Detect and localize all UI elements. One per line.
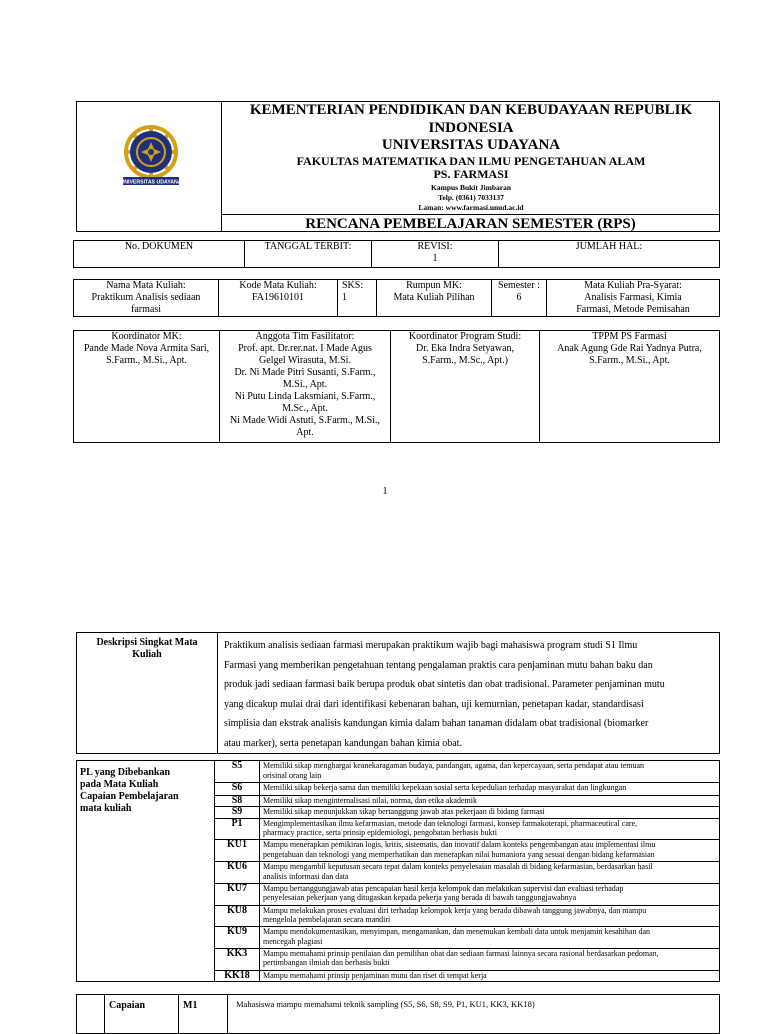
study-program: PS. FARMASI [433, 167, 509, 181]
pl-description-line: Memiliki sikap menghargai keanekaragaman budaya, pandangan, agama, dan kepercayaan, serta pendapat atau temuan [263, 761, 645, 770]
pl-description-line: Mengimplementasikan ilmu kefarmasian, metode dan teknologi farmasi, konsep farmakoterapi, pharmaceutical care, [263, 818, 638, 828]
capaian-label-cell [105, 995, 179, 1034]
pl-code: KU1 [215, 840, 260, 862]
pl-description [260, 796, 720, 807]
rumpun-cell [377, 280, 492, 317]
capaian-text: Mahasiswa mampu memahami teknik sampling (S5, S6, S8, S9, P1, KU1, KK3, KK18) [236, 999, 535, 1009]
anggota-line: M.Si., Apt. [282, 379, 328, 390]
tppm-label: TPPM PS Farmasi [592, 331, 667, 342]
description-text-cell [218, 633, 720, 754]
anggota-line: M.Sc., Apt. [282, 403, 328, 414]
koordinator-label: Koordinator MK: [111, 331, 182, 342]
campus-address: Kampus Bukit Jimbaran [430, 183, 512, 192]
team-table [73, 330, 720, 443]
capaian-text-cell [228, 995, 720, 1034]
prasyarat-value-2: Farmasi, Metode Pemisahan [576, 304, 690, 315]
description-label-cell [77, 633, 218, 754]
pl-code: S6 [215, 782, 260, 795]
description-line: atau marker), serta penetapan kandungan bahan kimia obat. [224, 737, 462, 749]
tanggal-cell [245, 241, 372, 268]
description-label: Deskripsi Singkat Mata [96, 637, 198, 648]
pl-description-line: Mampu mengambil keputusan secara tepat dalam konteks penyelesaian masalah di bidang kefarmasian, berdasarkan hasil [263, 862, 653, 872]
pl-description-line: Memiliki sikap menunjukkan sikap bertanggung jawab atas pekerjaan di bidang farmasi [263, 807, 545, 817]
course-table [73, 279, 720, 317]
document-title: RENCANA PEMBELAJARAN SEMESTER (RPS) [221, 214, 720, 232]
no-dokumen-cell [74, 241, 245, 268]
doc-info-table [73, 240, 720, 268]
pl-label: mata kuliah [80, 803, 132, 814]
pl-label: Capaian Pembelajaran [80, 791, 179, 802]
university-logo [106, 122, 196, 192]
pl-description-line: Mampu memahami prinsip penjaminan mutu dan riset di tempat kerja [263, 970, 487, 980]
pl-code: S9 [215, 807, 260, 818]
capaian-empty-cell [77, 995, 105, 1034]
nama-mk-cell [74, 280, 219, 317]
anggota-line: Ni Putu Linda Laksmiani, S.Farm., [234, 391, 376, 402]
jumlah-cell [499, 241, 720, 268]
sks-cell [338, 280, 377, 317]
semester-value: 6 [516, 292, 522, 303]
pl-description [260, 948, 720, 970]
ministry-line: KEMENTERIAN PENDIDIKAN DAN KEBUDAYAAN REPUBLIK [249, 102, 693, 118]
pl-description-line: Mampu mendokumentasikan, menyimpan, mengamankan, dan menemukan kembali data untuk menjamin kesahihan dan [263, 927, 651, 937]
description-lines [224, 636, 716, 753]
pl-table [76, 760, 720, 982]
rumpun-value: Mata Kuliah Pilihan [393, 292, 475, 303]
phone-number: Telp. (0361) 7033137 [438, 193, 504, 202]
pl-description [260, 807, 720, 818]
nama-mk-label: Nama Mata Kuliah: [106, 280, 186, 291]
anggota-line: Dr. Ni Made Pitri Susanti, S.Farm., [234, 367, 376, 378]
kode-mk-label: Kode Mata Kuliah: [239, 280, 317, 291]
pl-description-line: analisis informasi dan data [263, 871, 349, 881]
pl-description [260, 883, 720, 905]
description-table [76, 632, 720, 754]
capaian-label: Capaian [109, 1000, 146, 1011]
anggota-line: Ni Made Widi Astuti, S.Farm., M.Si., [230, 415, 380, 426]
pl-description-line: Mampu melakukan proses evaluasi diri terhadap kelompok kerja yang berada dibawah tanggung jawabnya, dan mampu [263, 905, 647, 915]
capaian-table [76, 994, 720, 1034]
kode-mk-cell [219, 280, 338, 317]
semester-cell [492, 280, 547, 317]
capaian-code: M1 [183, 1000, 198, 1011]
anggota-line: Gelgel Wirasuta, M.Si. [259, 355, 351, 366]
pl-description [260, 761, 720, 783]
pl-description [260, 782, 720, 795]
pl-description-line: mengelola pembelajaran secara mandiri [263, 915, 391, 924]
pl-code: KU6 [215, 862, 260, 884]
no-dokumen-label: No. DOKUMEN [124, 241, 194, 252]
nama-mk-value-2: farmasi [131, 304, 161, 315]
pl-description-line: pertimbangan ilmiah dan berbasis bukti [263, 958, 390, 968]
pl-code: P1 [215, 818, 260, 840]
prasyarat-label: Mata Kuliah Pra-Syarat: [584, 280, 682, 291]
kode-mk-value: FA19610101 [251, 292, 305, 303]
description-line: yang dicakup mulai drai dari identifikasi kebenaran bahan, uji kemurnian, penetapan kadar, standardisasi [224, 698, 644, 710]
prasyarat-cell [547, 280, 720, 317]
nama-mk-value: Praktikum Analisis sediaan [91, 292, 201, 303]
pl-description [260, 818, 720, 840]
kps-title: S.Farm., M.Sc., Apt.) [422, 355, 508, 366]
pl-description-line: Memiliki sikap menginternalisasi nilai, norma, dan etika akademik [263, 796, 477, 806]
pl-description-line: Mampu bertanggungjawab atas pencapaian hasil kerja kelompok dan melakukan supervisi dan evaluasi terhadap [263, 883, 624, 893]
logo-text: UNIVERSITAS UDAYANA [120, 179, 182, 186]
pl-description [260, 927, 720, 949]
pl-label-cell [77, 761, 215, 982]
semester-label: Semester : [498, 280, 540, 291]
koordinator-cell [74, 331, 220, 443]
description-line: produk jadi sediaan farmasi baik berupa produk obat sintetis dan obat tradisional. Parameter penjaminan mutu [224, 679, 665, 690]
revisi-cell [372, 241, 499, 268]
sks-value: 1 [342, 292, 347, 303]
pl-description-line: pengetahuan dan teknologi yang memperhatikan dan menerapkan nilai humaniora yang sesuai dengan bidang kefarmasian [263, 849, 655, 859]
pl-code: KU7 [215, 883, 260, 905]
pl-label: pada Mata Kuliah [80, 779, 159, 790]
faculty-name: FAKULTAS MATEMATIKA DAN ILMU PENGETAHUAN ALAM [296, 154, 646, 168]
pl-code: KU9 [215, 927, 260, 949]
pl-description [260, 862, 720, 884]
pl-description [260, 905, 720, 927]
revisi-label: REVISI: [417, 241, 453, 252]
revisi-value: 1 [432, 253, 438, 264]
tppm-title: S.Farm., M.Si., Apt. [589, 355, 670, 366]
rumpun-label: Rumpun MK: [406, 280, 462, 291]
tanggal-label: TANGGAL TERBIT: [264, 241, 352, 252]
tppm-name: Anak Agung Gde Rai Yadnya Putra, [557, 343, 702, 354]
pl-row [77, 761, 720, 783]
kps-cell [391, 331, 540, 443]
pl-code: KU8 [215, 905, 260, 927]
description-line: Farmasi yang memberikan pengetahuan tentang pengalaman praktis cara penjaminan mutu bahan baku dan [224, 659, 653, 671]
pl-code: KK3 [215, 948, 260, 970]
tppm-cell [540, 331, 720, 443]
pl-code: S8 [215, 796, 260, 807]
pl-description [260, 840, 720, 862]
koordinator-title: S.Farm., M.Si., Apt. [106, 355, 187, 366]
pl-description [260, 970, 720, 981]
kps-label: Koordinator Program Studi: [408, 331, 522, 342]
pl-description-line: Mampu memahami prinsip penilaian dan pemilihan obat dan sediaan farmasi lainnya secara rasional berdasarkan pedoman, [263, 948, 659, 958]
kps-name: Dr. Eka Indra Setyawan, [415, 343, 515, 354]
sks-label: SKS: [342, 280, 364, 291]
anggota-line: Apt. [296, 427, 314, 438]
website: Laman: www.farmasi.unud.ac.id [418, 203, 524, 212]
koordinator-name: Pande Made Nova Armita Sari, [83, 343, 210, 354]
capaian-code-cell [179, 995, 228, 1034]
pl-description-line: orisinal orang lain [263, 770, 322, 780]
pl-code: KK18 [215, 970, 260, 981]
pl-description-line: penyelesaian pekerjaan yang ditugaskan kepada pekerja yang berada di bawah tanggungjawabnya [263, 893, 577, 903]
description-label-2: Kuliah [132, 649, 162, 660]
pl-description-line: Memiliki sikap bekerja sama dan memiliki kepekaan sosial serta kepedulian terhadap masyarakat dan lingkungan [263, 782, 627, 792]
pl-description-line: Mampu menerapkan pemikiran logis, kritis, sistematis, dan inovatif dalam konteks pengembangan atau implementasi ilmu [263, 840, 656, 850]
pl-description-line: pharmacy practice, serta prinsip epidemiologi, pengobatan berbasis bukti [263, 828, 497, 838]
anggota-cell [220, 331, 391, 443]
ministry-line-2: INDONESIA [428, 120, 514, 136]
jumlah-label: JUMLAH HAL: [575, 241, 643, 252]
description-line: simplisia dan ekstrak analisis kandungan kimia dalam bahan tanaman didalam obat tradisional (biomarker [224, 718, 649, 729]
pl-label: PL yang Dibebankan [80, 767, 171, 778]
page-number: 1 [382, 486, 388, 497]
pl-description-line: mencegah plagiasi [263, 936, 323, 946]
university-name: UNIVERSITAS UDAYANA [381, 137, 561, 153]
description-line: Praktikum analisis sediaan farmasi merupakan praktikum wajib bagi mahasiswa program studi S1 Ilmu [224, 640, 638, 651]
prasyarat-value: Analisis Farmasi, Kimia [584, 292, 682, 303]
anggota-line: Prof. apt. Dr.rer.nat. I Made Agus [238, 343, 372, 354]
anggota-label: Anggota Tim Fasilitator: [255, 331, 355, 342]
pl-code: S5 [215, 761, 260, 783]
